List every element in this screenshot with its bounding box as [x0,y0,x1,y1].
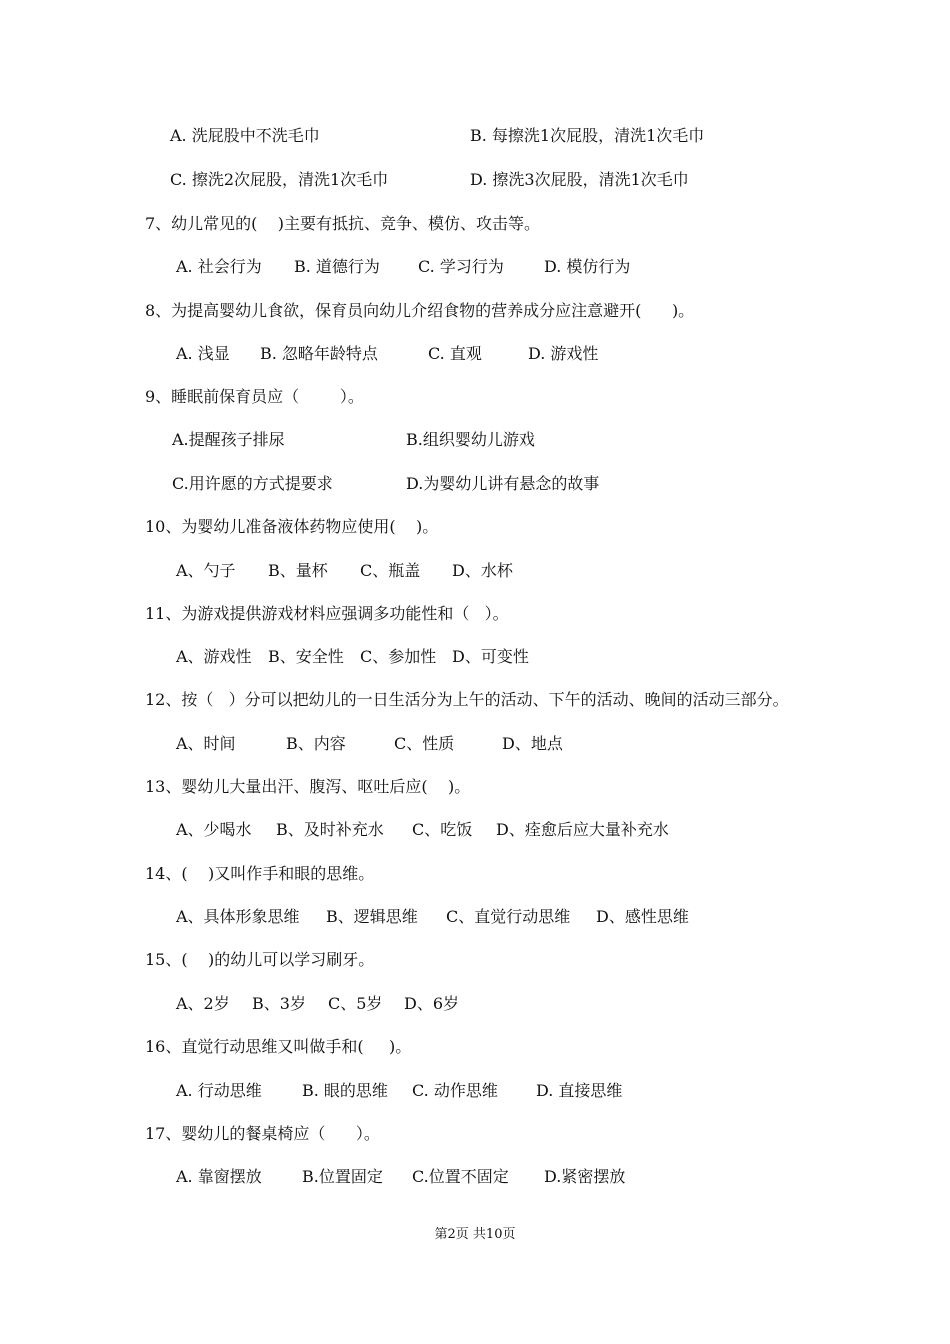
option-row [0,430,950,450]
option-b: B.组织婴幼儿游戏 [406,430,535,449]
option-row [0,257,950,277]
option-c: C、参加性 [360,647,437,666]
option-row [0,1167,950,1187]
option-b: B. 眼的思维 [302,1081,388,1100]
option-row [0,994,950,1014]
question-12: 12、按（ ）分可以把幼儿的一日生活分为上午的活动、下午的活动、晚间的活动三部分。 [145,690,789,709]
option-b: B. 忽略年龄特点 [260,344,378,363]
question-7: 7、幼儿常见的( )主要有抵抗、竞争、模仿、攻击等。 [145,214,541,233]
option-row [0,344,950,364]
question-15: 15、( )的幼儿可以学习刷牙。 [145,950,375,969]
question-17: 17、婴幼儿的餐桌椅应（ ）。 [145,1124,380,1143]
option-a: A、具体形象思维 [176,907,300,926]
option-c: C、瓶盖 [360,561,421,580]
option-row [0,474,950,494]
option-c: C、5岁 [328,994,383,1013]
option-d: D、地点 [502,734,563,753]
question-14: 14、( )又叫作手和眼的思维。 [145,864,375,883]
question-8: 8、为提高婴幼儿食欲，保育员向幼儿介绍食物的营养成分应注意避开( )。 [145,301,695,320]
option-row [0,170,950,190]
option-a: A. 洗屁股中不洗毛巾 [170,126,320,145]
option-b: B.位置固定 [302,1167,383,1186]
option-d: D. 模仿行为 [544,257,631,276]
question-11: 11、为游戏提供游戏材料应强调多功能性和（ ）。 [145,604,509,623]
option-a: A. 浅显 [176,344,230,363]
option-row [0,647,950,667]
option-d: D. 擦洗3次屁股，清洗1次毛巾 [470,170,689,189]
option-d: D.紧密摆放 [544,1167,626,1186]
option-a: A、少喝水 [176,820,252,839]
option-row [0,820,950,840]
option-a: A.提醒孩子排尿 [172,430,285,449]
option-row [0,734,950,754]
option-c: C.位置不固定 [412,1167,509,1186]
option-b: B、内容 [286,734,346,753]
option-b: B、量杯 [268,561,328,580]
option-row [0,1081,950,1101]
option-c: C、直觉行动思维 [446,907,571,926]
question-16: 16、直觉行动思维又叫做手和( )。 [145,1037,412,1056]
option-row [0,907,950,927]
option-b: B. 每擦洗1次屁股，清洗1次毛巾 [470,126,705,145]
option-b: B、3岁 [252,994,306,1013]
question-9: 9、睡眠前保育员应（ ）。 [145,387,364,406]
option-d: D.为婴幼儿讲有悬念的故事 [406,474,600,493]
option-a: A、游戏性 [176,647,252,666]
option-b: B、安全性 [268,647,344,666]
question-13: 13、婴幼儿大量出汗、腹泻、呕吐后应( )。 [145,777,471,796]
option-a: A、勺子 [176,561,236,580]
option-a: A、2岁 [176,994,230,1013]
option-d: D、6岁 [404,994,460,1013]
option-c: C.用许愿的方式提要求 [172,474,333,493]
option-a: A. 社会行为 [176,257,262,276]
option-row [0,561,950,581]
option-c: C. 学习行为 [418,257,504,276]
option-row [0,126,950,146]
option-a: A. 靠窗摆放 [176,1167,262,1186]
option-b: B、逻辑思维 [326,907,418,926]
option-d: D、感性思维 [596,907,689,926]
option-d: D. 直接思维 [536,1081,623,1100]
option-d: D、水杯 [452,561,513,580]
option-a: A. 行动思维 [176,1081,262,1100]
option-c: C. 直观 [428,344,482,363]
question-10: 10、为婴幼儿准备液体药物应使用( )。 [145,517,439,536]
option-c: C. 擦洗2次屁股，清洗1次毛巾 [170,170,389,189]
page-footer: 第2页 共10页 [434,1227,516,1242]
option-d: D. 游戏性 [528,344,599,363]
option-a: A、时间 [176,734,236,753]
option-c: C. 动作思维 [412,1081,498,1100]
option-c: C、性质 [394,734,455,753]
option-d: D、可变性 [452,647,529,666]
option-c: C、吃饭 [412,820,473,839]
option-b: B、及时补充水 [276,820,384,839]
option-d: D、痊愈后应大量补充水 [496,820,669,839]
option-b: B. 道德行为 [294,257,380,276]
